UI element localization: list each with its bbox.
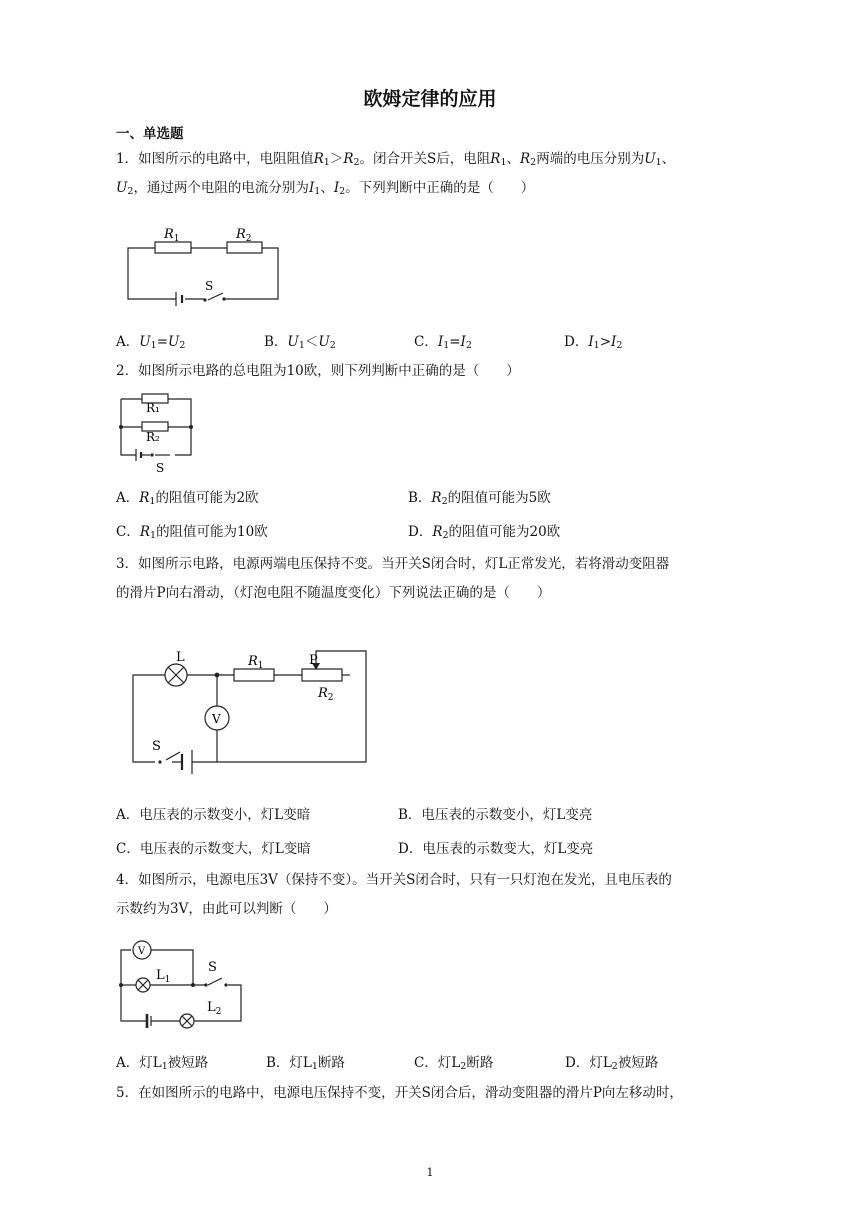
page-number: 1 — [426, 1166, 434, 1179]
q2-option-d[interactable]: D．$R_2$的阻值可能为20欧 — [408, 524, 561, 541]
svg-text:L: L — [176, 650, 185, 665]
q2-option-c[interactable]: C．$R_1$的阻值可能为10欧 — [116, 524, 268, 541]
svg-text:P: P — [309, 653, 318, 668]
q4-option-a[interactable]: A．灯$L_1$被短路 — [116, 1055, 209, 1072]
svg-text:S: S — [152, 739, 161, 754]
svg-text:S: S — [208, 960, 217, 975]
q1-option-a[interactable]: A．$U_1=U_2$ — [116, 334, 186, 351]
svg-text:R₂: R₂ — [146, 430, 160, 444]
q4-option-b[interactable]: B．灯$L_1$断路 — [266, 1055, 345, 1072]
question-2-stem: 2．如图所示电路的总电阻为10欧，则下列判断中正确的是（ ） — [116, 363, 520, 379]
q2-option-a[interactable]: A．$R_1$的阻值可能为2欧 — [116, 490, 259, 507]
svg-text:R₁: R₁ — [146, 401, 160, 415]
svg-text:L1: $L_1$ — [156, 968, 171, 985]
q2-option-b[interactable]: B．$R_2$的阻值可能为5欧 — [408, 490, 551, 507]
question-5-stem: 5．在如图所示的电路中，电源电压保持不变，开关S闭合后，滑动变阻器的滑片P向左移动时， — [116, 1085, 683, 1101]
svg-text:V: V — [138, 946, 146, 957]
q4-option-d[interactable]: D．灯$L_2$被短路 — [565, 1055, 659, 1072]
svg-text:S: S — [156, 461, 165, 475]
q4-option-c[interactable]: C．灯$L_2$断路 — [414, 1055, 494, 1072]
svg-text:V: V — [212, 712, 221, 726]
q3-option-c[interactable]: C．电压表的示数变大，灯L变暗 — [116, 841, 311, 857]
svg-text:R1: $R_1$ — [164, 227, 180, 244]
q1-option-c[interactable]: C．$I_1=I_2$ — [414, 334, 472, 351]
svg-text:R1: $R_1$ — [248, 654, 264, 671]
q3-option-d[interactable]: D．电压表的示数变大，灯L变亮 — [398, 841, 594, 857]
q1-option-b[interactable]: B．$U_1<U_2$ — [264, 334, 336, 351]
question-1-stem: 1．如图所示的电路中，电阻阻值$R_1>R_2$。闭合开关S后，电阻$R_1$、$R_2$两端的电压分别为$U_1$、 $U_2$，通过两个电阻的电流分别为$I_1$、$I_2$。下列判断中正确的是（ ） — [116, 151, 676, 197]
svg-text:R2: $R_2$ — [236, 227, 252, 244]
q3-option-b[interactable]: B．电压表的示数变小，灯L变亮 — [398, 807, 593, 823]
svg-text:S: S — [205, 279, 214, 293]
section-heading: 一、单选题 — [116, 126, 184, 142]
q1-option-d[interactable]: D．$I_1>I_2$ — [564, 334, 623, 351]
question-4-stem: 4．如图所示，电源电压3V（保持不变）。当开关S闭合时，只有一只灯泡在发光，且电压表的 示数约为3V，由此可以判断（ ） — [116, 872, 672, 917]
svg-text:L2: $L_2$ — [207, 1000, 222, 1017]
svg-text:R2: $R_2$ — [318, 686, 334, 703]
q3-option-a[interactable]: A．电压表的示数变小，灯L变暗 — [116, 807, 311, 823]
question-3-stem: 3．如图所示电路，电源两端电压保持不变。当开关S闭合时，灯L正常发光，若将滑动变阻器 的滑片P向右滑动，（灯泡电阻不随温度变化）下列说法正确的是（ ） — [116, 556, 670, 601]
page-title: 欧姆定律的应用 — [363, 88, 497, 110]
